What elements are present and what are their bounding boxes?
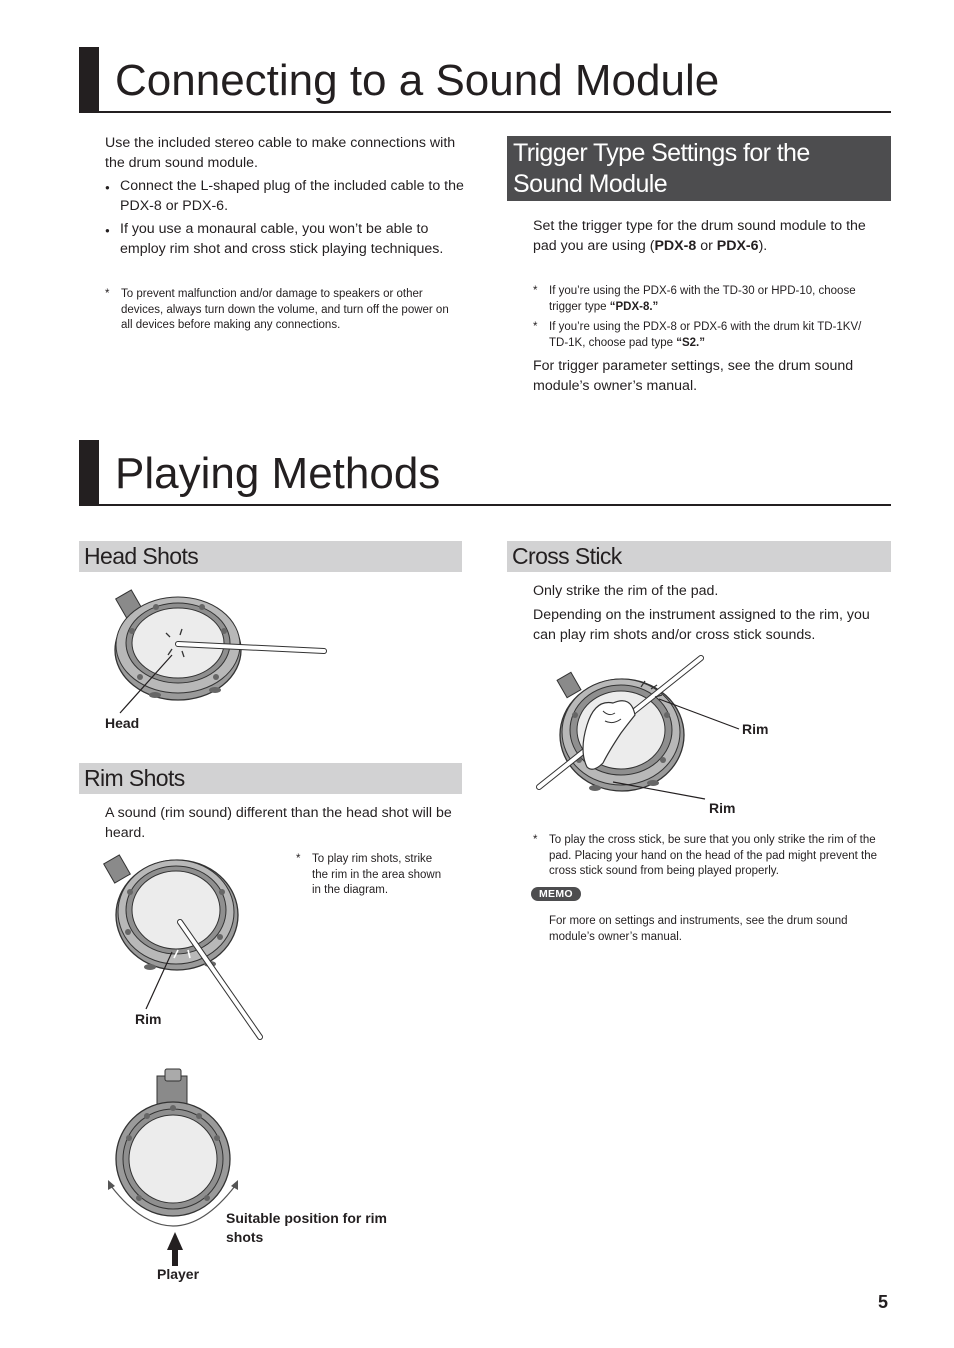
trigger-text-prefix: Set the trigger type for the drum sound module to the pad you are using ( [533,218,866,254]
head-shot-illustration [100,585,340,725]
note-asterisk: * [533,321,538,333]
note2-value: “S2.” [676,336,705,349]
cross-stick-text-1: Only strike the rim of the pad. [533,583,719,599]
label-suitable-position: Suitable position for rim shots [226,1210,388,1245]
trigger-note-1 [533,284,878,315]
memo-text: For more on settings and instruments, see the drum sound module’s owner’s manual. [549,915,848,943]
head-shots-heading: Head Shots [79,541,462,572]
bullet-icon: ● [105,183,110,192]
note-text: To prevent malfunction and/or damage to speakers or other devices, always turn down the volume, and turn off the power on all devices before making any connections. [121,288,449,332]
trigger-text [533,217,891,256]
bullet-icon: ● [105,226,110,235]
bullet-text: If you use a monaural cable, you won’t be able to employ rim shot and cross stick playing techniques. [120,221,444,257]
page-title-connecting: Connecting to a Sound Module [115,56,720,105]
note1-value: “PDX-8.” [609,300,659,313]
trigger-footer: For trigger parameter settings, see the drum sound module’s owner’s manual. [533,358,854,394]
label-rim-upper: Rim [742,721,769,737]
or-text: or [696,237,717,254]
note2-text: If you’re using the PDX-8 or PDX-6 with the drum kit TD-1KV/ TD-1K, choose pad type [549,321,862,349]
pdx8-label: PDX-8 [654,237,697,254]
connect-bullet-list [105,177,465,259]
list-item [105,177,465,216]
label-rim-lower: Rim [709,800,736,816]
trigger-heading: Trigger Type Settings for the Sound Module [507,136,891,201]
cross-stick-illustration [535,655,755,815]
connect-note [105,287,460,334]
page-title-playing: Playing Methods [115,449,441,498]
memo-badge: MEMO [531,887,581,901]
rim-shots-text: A sound (rim sound) different than the head shot will be heard. [105,805,452,841]
label-rim: Rim [135,1011,162,1027]
list-item [105,220,465,259]
trigger-note-2 [533,320,878,351]
rim-note-text: To play rim shots, strike the rim in the area shown in the diagram. [312,853,442,897]
rim-shots-heading: Rim Shots [79,763,462,794]
label-player: Player [157,1266,200,1282]
pdx6-label: PDX-6 [716,237,759,254]
note-asterisk: * [296,853,301,865]
bullet-text: Connect the L-shaped plug of the included cable to the PDX-8 or PDX-6. [120,178,464,214]
top-view-diagram [105,1066,245,1266]
header-accent-bar [79,440,99,504]
rim-shot-illustration [100,852,270,1042]
header-accent-bar [79,47,99,111]
note-asterisk: * [105,288,110,300]
connect-intro: Use the included stereo cable to make connections with the drum sound module. [105,135,456,171]
cross-stick-text-2: Depending on the instrument assigned to the rim, you can play rim shots and/or cross stick sounds. [533,607,870,643]
cross-note-text: To play the cross stick, be sure that you only strike the rim of the pad. Placing your hand on the head of the pad might prevent the cross stick sound from being played properly. [549,834,877,878]
note-asterisk: * [533,834,538,846]
trigger-text-suffix: ). [758,237,768,254]
cross-stick-note [533,833,878,880]
section-header-playing [79,440,891,506]
page-number: 5 [878,1292,889,1312]
note1-text: If you’re using the PDX-6 with the TD-30 or HPD-10, choose trigger type [549,285,856,313]
rim-shots-note [296,852,446,899]
section-header-connecting [79,47,891,113]
cross-stick-heading: Cross Stick [507,541,891,572]
note-asterisk: * [533,285,538,297]
label-head: Head [105,715,140,731]
